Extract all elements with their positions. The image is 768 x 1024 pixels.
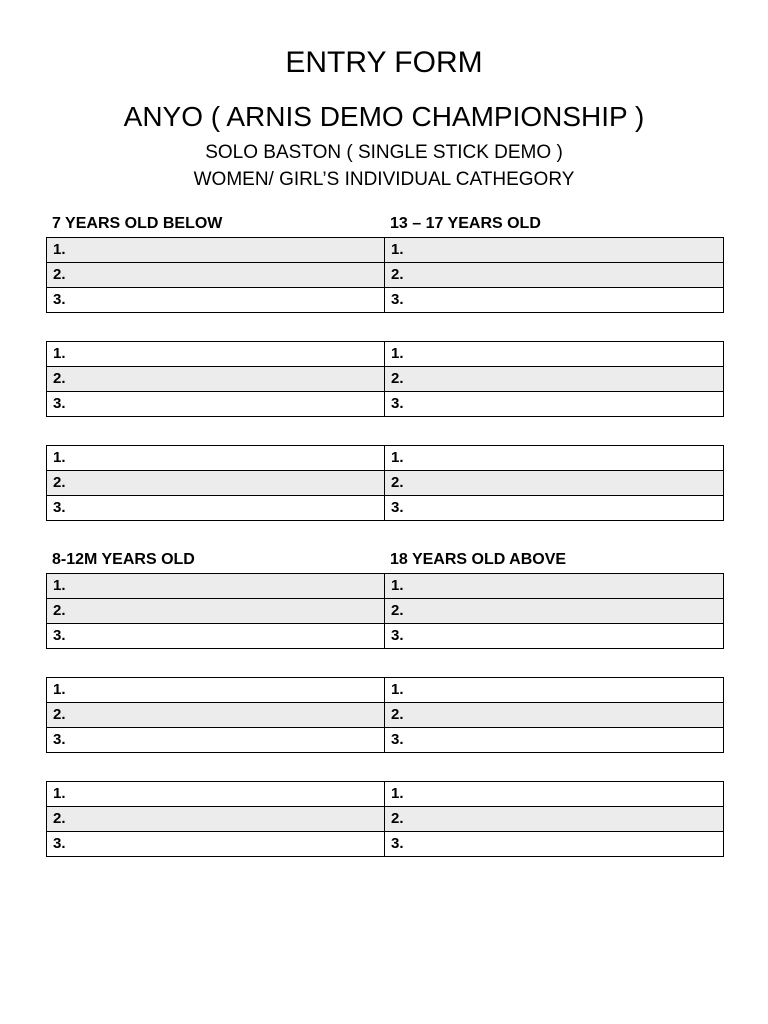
- age-group-label-18-above: 18 YEARS OLD ABOVE: [390, 551, 567, 568]
- entry-cell[interactable]: 2.: [47, 703, 385, 728]
- event-name: SOLO BASTON ( SINGLE STICK DEMO ): [205, 142, 563, 163]
- entry-cell[interactable]: 2.: [385, 807, 724, 832]
- table-row: [47, 782, 724, 807]
- entry-cell[interactable]: 1.: [385, 342, 724, 367]
- entry-cell[interactable]: 3.: [385, 288, 724, 313]
- entry-table-s2-t2: [46, 677, 724, 753]
- entry-cell[interactable]: 1.: [47, 782, 385, 807]
- age-group-label-8-12: 8-12M YEARS OLD: [52, 551, 195, 568]
- entry-cell[interactable]: 3.: [47, 392, 385, 417]
- entry-cell[interactable]: 3.: [47, 288, 385, 313]
- championship-title: ANYO ( ARNIS DEMO CHAMPIONSHIP ): [123, 101, 645, 132]
- entry-cell[interactable]: 2.: [47, 471, 385, 496]
- table-row: [47, 574, 724, 599]
- entry-cell[interactable]: 3.: [385, 392, 724, 417]
- entry-table-s1-t2: [46, 341, 724, 417]
- entry-cell[interactable]: 1.: [385, 678, 724, 703]
- table-row: [47, 367, 724, 392]
- entry-cell[interactable]: 3.: [47, 832, 385, 857]
- table-row: [47, 624, 724, 649]
- entry-cell[interactable]: 3.: [385, 624, 724, 649]
- table-row: [47, 703, 724, 728]
- entry-cell[interactable]: 2.: [47, 807, 385, 832]
- entry-cell[interactable]: 1.: [47, 678, 385, 703]
- table-row: [47, 496, 724, 521]
- entry-cell[interactable]: 3.: [47, 624, 385, 649]
- entry-cell[interactable]: 2.: [385, 703, 724, 728]
- table-row: [47, 342, 724, 367]
- entry-cell[interactable]: 3.: [47, 496, 385, 521]
- entry-table-s2-t1: [46, 573, 724, 649]
- table-row: [47, 832, 724, 857]
- entry-cell[interactable]: 1.: [385, 446, 724, 471]
- entry-cell[interactable]: 2.: [47, 599, 385, 624]
- entry-cell[interactable]: 1.: [385, 238, 724, 263]
- entry-table-s1-t1: [46, 237, 724, 313]
- entry-cell[interactable]: 1.: [385, 782, 724, 807]
- table-row: [47, 238, 724, 263]
- table-row: [47, 678, 724, 703]
- age-group-label-7-below: 7 YEARS OLD BELOW: [52, 215, 223, 232]
- entry-table-s2-t3: [46, 781, 724, 857]
- entry-cell[interactable]: 1.: [47, 574, 385, 599]
- table-row: [47, 263, 724, 288]
- entry-cell[interactable]: 1.: [47, 446, 385, 471]
- category-name: WOMEN/ GIRL’S INDIVIDUAL CATHEGORY: [193, 169, 575, 190]
- entry-cell[interactable]: 1.: [385, 574, 724, 599]
- entry-cell[interactable]: 2.: [385, 367, 724, 392]
- entry-cell[interactable]: 2.: [385, 263, 724, 288]
- table-row: [47, 599, 724, 624]
- entry-cell[interactable]: 3.: [47, 728, 385, 753]
- table-row: [47, 728, 724, 753]
- entry-cell[interactable]: 3.: [385, 832, 724, 857]
- table-row: [47, 446, 724, 471]
- entry-cell[interactable]: 3.: [385, 496, 724, 521]
- entry-table-s1-t3: [46, 445, 724, 521]
- entry-cell[interactable]: 1.: [47, 238, 385, 263]
- entry-cell[interactable]: 2.: [47, 263, 385, 288]
- table-row: [47, 288, 724, 313]
- table-row: [47, 807, 724, 832]
- age-group-label-13-17: 13 – 17 YEARS OLD: [390, 215, 541, 232]
- form-title: ENTRY FORM: [285, 46, 483, 79]
- entry-cell[interactable]: 1.: [47, 342, 385, 367]
- table-row: [47, 471, 724, 496]
- entry-cell[interactable]: 3.: [385, 728, 724, 753]
- entry-cell[interactable]: 2.: [47, 367, 385, 392]
- entry-cell[interactable]: 2.: [385, 471, 724, 496]
- table-row: [47, 392, 724, 417]
- entry-cell[interactable]: 2.: [385, 599, 724, 624]
